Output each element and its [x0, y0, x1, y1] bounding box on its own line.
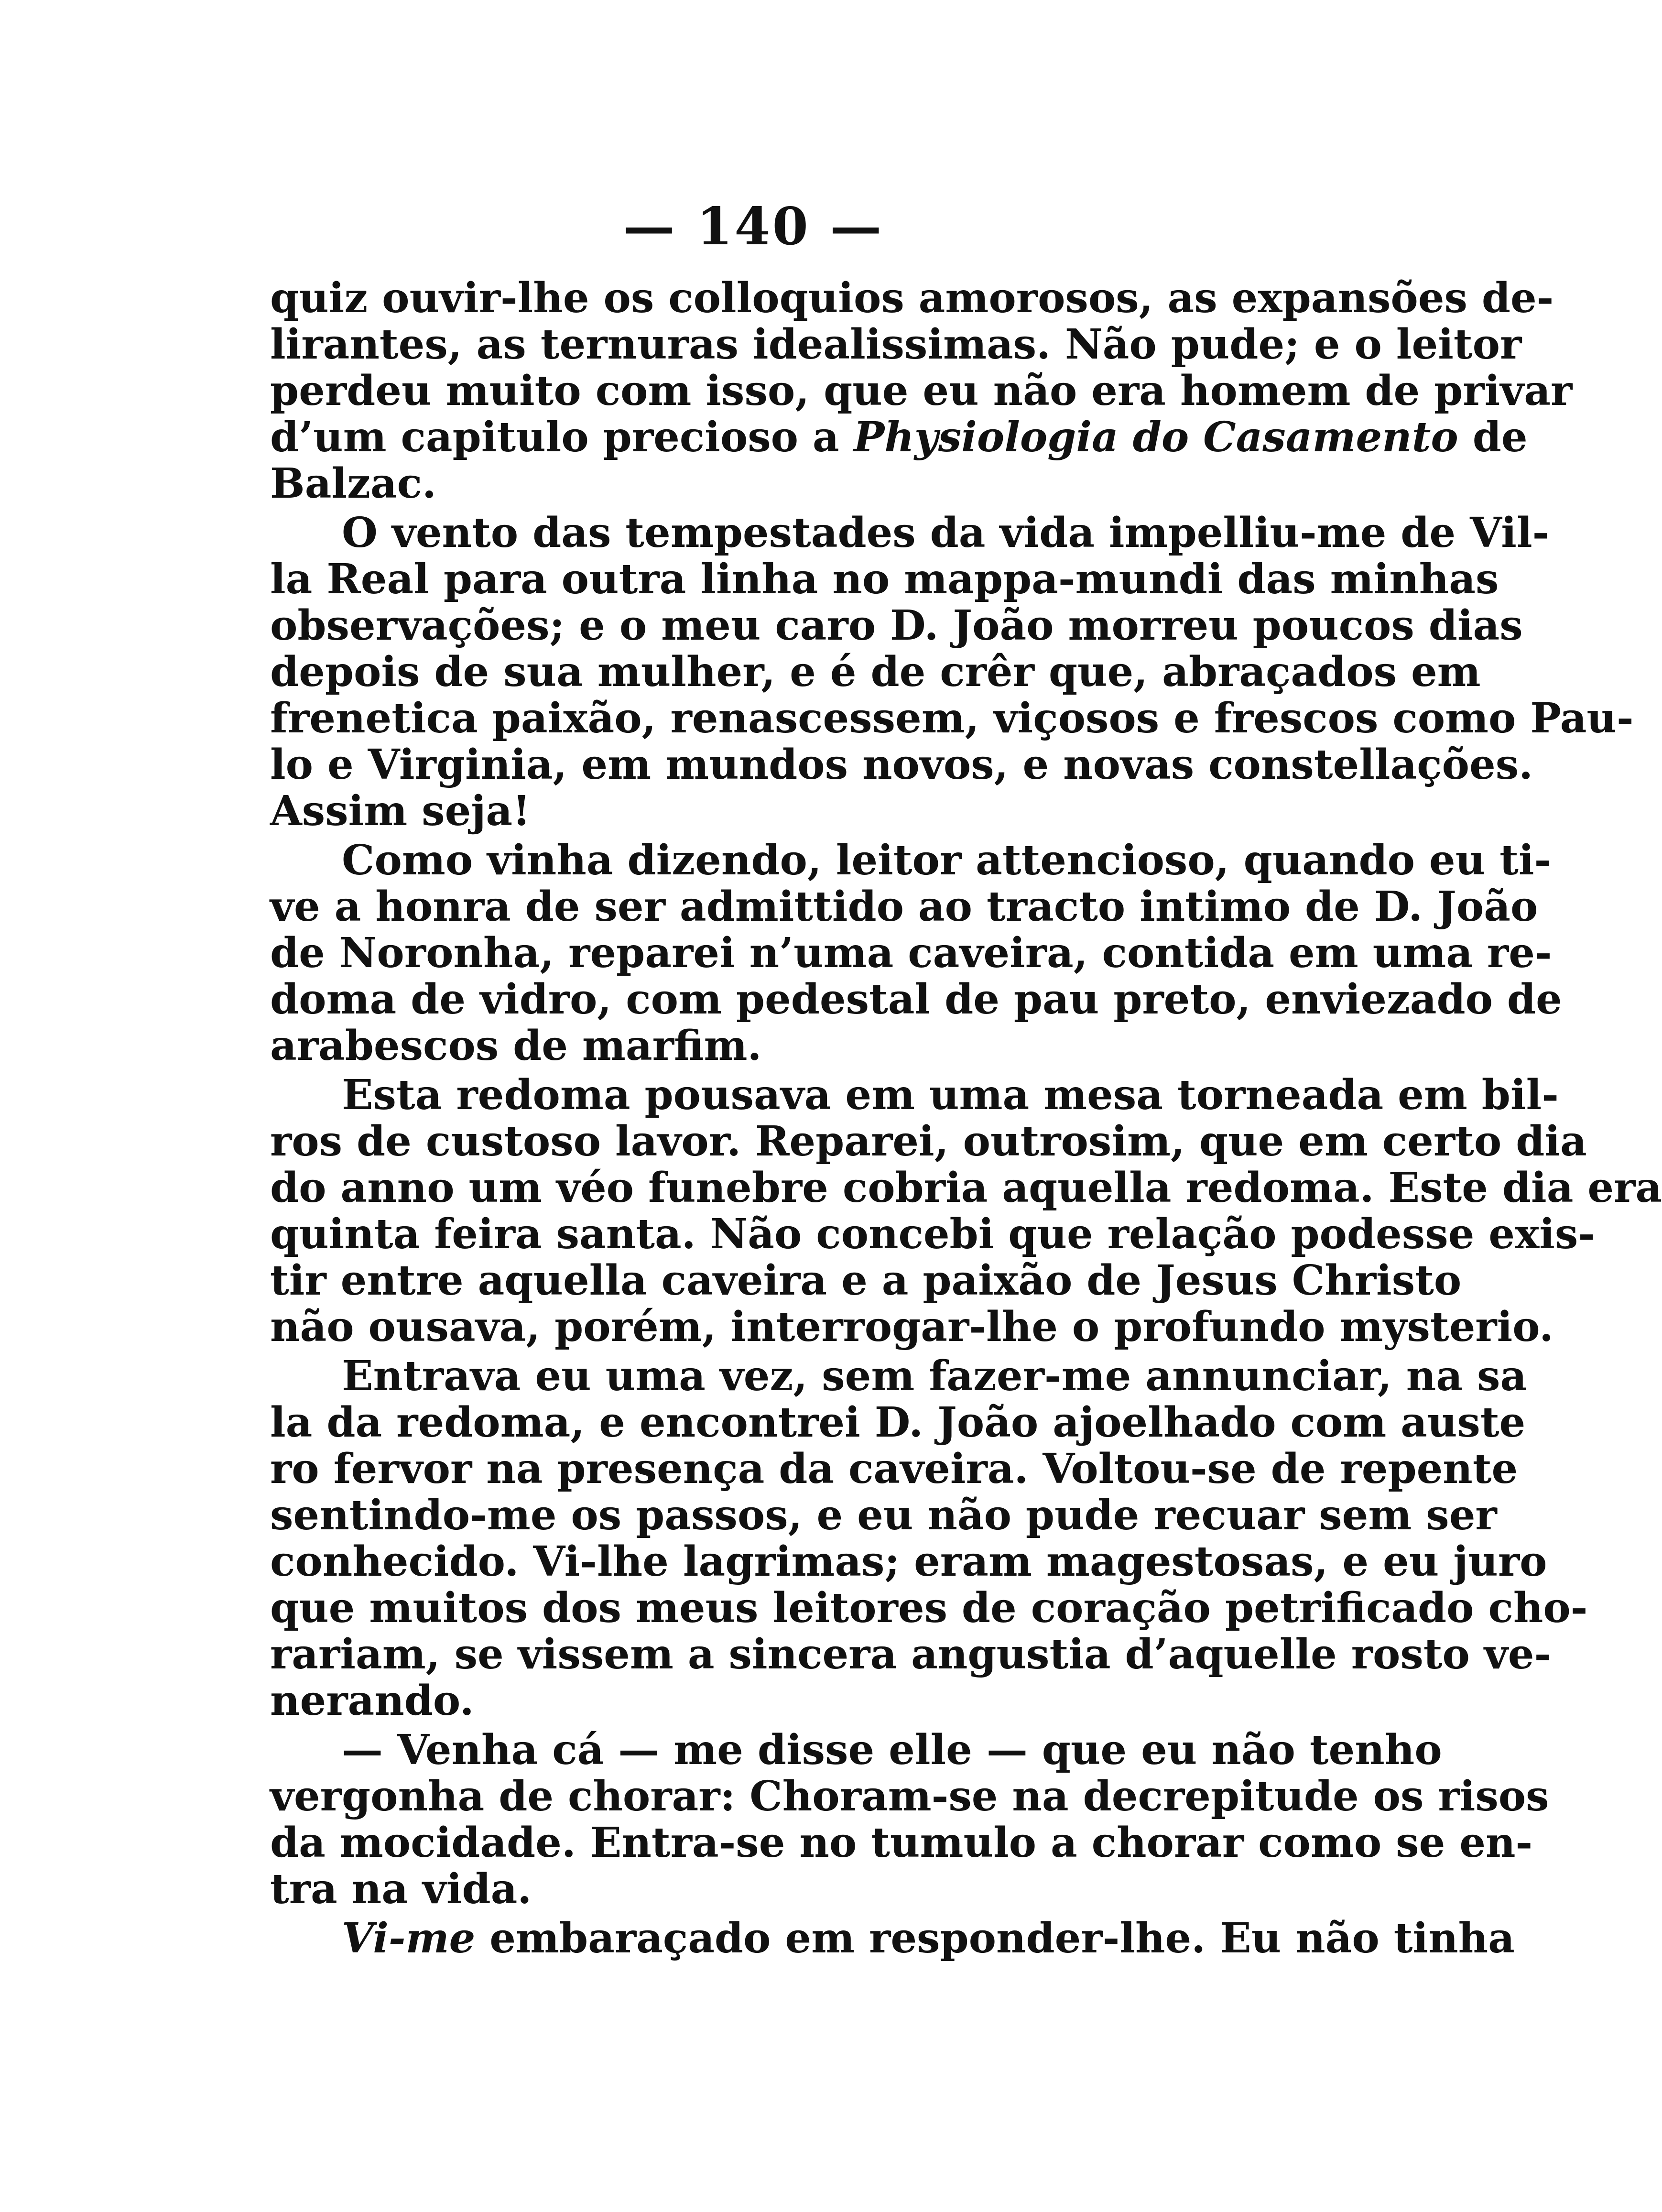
text-line [270, 413, 1528, 461]
text-line: quiz ouvir-lhe os colloquios amorosos, as expansões de- [270, 274, 1554, 322]
text-line: Assim seja! [270, 787, 531, 835]
text-line: Balzac. [270, 459, 436, 508]
text-line: Entrava eu uma vez, sem fazer-me annunciar, na sa [342, 1352, 1527, 1400]
text-line: de Noronha, reparei n’uma caveira, contida em uma re- [270, 929, 1552, 977]
text-line: frenetica paixão, renascessem, viçosos e frescos como Pau- [270, 694, 1634, 742]
text-line: nerando. [270, 1677, 474, 1725]
text-line: perdeu muito com isso, que eu não era homem de privar [270, 367, 1573, 415]
text-run: embaraçado em responder-lhe. Eu não tinha [475, 1914, 1515, 1962]
page-number: — 140 — [623, 196, 884, 257]
text-line: lirantes, as ternuras idealissimas. Não pude; e o leitor [270, 320, 1522, 369]
text-line: ve a honra de ser admittido ao tracto intimo de D. João [270, 883, 1538, 931]
text-line: quinta feira santa. Não concebi que relação podesse exis- [270, 1210, 1596, 1258]
text-line: conhecido. Vi-lhe lagrimas; eram magestosas, e eu juro [270, 1537, 1547, 1586]
text-line: vergonha de chorar: Choram-se na decrepitude os risos [270, 1772, 1549, 1820]
text-line: ro fervor na presença da caveira. Voltou-se de repente [270, 1445, 1518, 1493]
text-line: doma de vidro, com pedestal de pau preto, enviezado de [270, 975, 1562, 1024]
text-line: ros de custoso lavor. Reparei, outrosim, que em certo dia [270, 1117, 1587, 1166]
text-run: d’um capitulo precioso a [270, 413, 854, 461]
text-line: observações; e o meu caro D. João morreu poucos dias [270, 601, 1523, 650]
page-text [270, 274, 1662, 1962]
text-run: de [1458, 413, 1528, 461]
text-line: sentindo-me os passos, e eu não pude recuar sem ser [270, 1491, 1497, 1539]
text-line: O vento das tempestades da vida impelliu-me de Vil- [342, 509, 1550, 557]
text-line: do anno um véo funebre cobria aquella redoma. Este dia era [270, 1164, 1662, 1212]
text-line: depois de sua mulher, e é de crêr que, abraçados em [270, 648, 1481, 696]
text-line: — Venha cá — me disse elle — que eu não tenho [342, 1726, 1442, 1774]
italic-text: Physiologia do Casamento [853, 413, 1458, 461]
text-line: Esta redoma pousava em uma mesa torneada em bil- [342, 1071, 1559, 1119]
italic-text: Vi-me [342, 1914, 476, 1962]
text-line [270, 1914, 1515, 1962]
text-line: não ousava, porém, interrogar-lhe o profundo mysterio. [270, 1303, 1554, 1351]
text-line: da mocidade. Entra-se no tumulo a chorar como se en- [270, 1819, 1533, 1867]
text-line: Como vinha dizendo, leitor attencioso, quando eu ti- [342, 836, 1552, 884]
text-line: que muitos dos meus leitores de coração petrificado cho- [270, 1584, 1588, 1632]
text-line: la Real para outra linha no mappa-mundi das minhas [270, 555, 1499, 603]
text-line: arabescos de marfim. [270, 1022, 762, 1070]
text-line: la da redoma, e encontrei D. João ajoelhado com auste [270, 1398, 1526, 1447]
text-line: rariam, se vissem a sincera angustia d’aquelle rosto ve- [270, 1630, 1552, 1678]
text-line: lo e Virginia, em mundos novos, e novas constellações. [270, 741, 1533, 789]
text-line: tra na vida. [270, 1865, 532, 1913]
text-line: tir entre aquella caveira e a paixão de Jesus Christo [270, 1256, 1462, 1305]
